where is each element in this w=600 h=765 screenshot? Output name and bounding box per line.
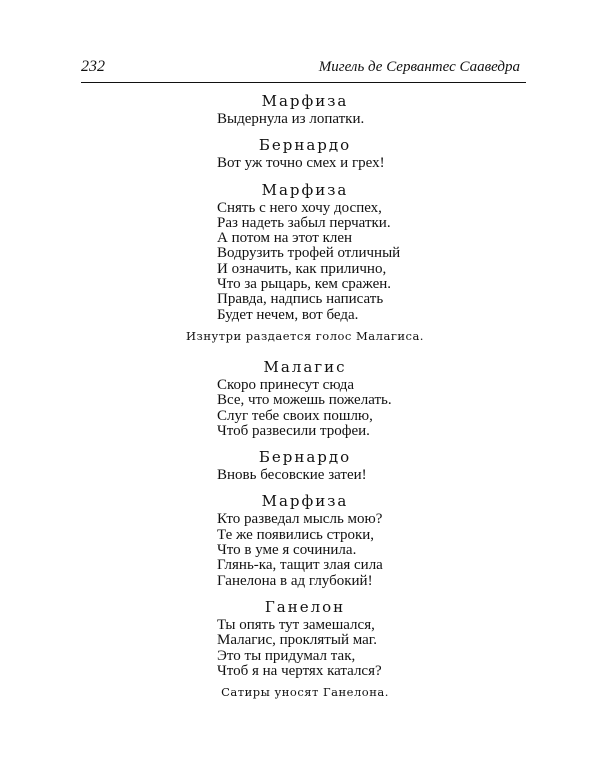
verse-line: Чтоб развесили трофеи.: [217, 422, 370, 439]
verse-lines: [217, 468, 435, 483]
dialogue-block: [175, 179, 435, 349]
dialogue-block: [175, 596, 435, 705]
dialogue-block: [175, 90, 435, 127]
verse-line: А потом на этот клен: [217, 230, 353, 247]
verse-lines: [217, 112, 435, 127]
verse-line: Раз надеть забыл перчатки.: [217, 214, 391, 231]
verse-line: Что за рыцарь, кем сражен.: [217, 276, 392, 293]
verse-line: Это ты придумал так,: [217, 647, 356, 664]
verse-line: Все, что можешь пожелать.: [217, 392, 392, 409]
verse-line: Ганелона в ад глубокий!: [217, 572, 373, 589]
verse-line: Правда, надпись написать: [217, 291, 384, 308]
speaker-name: Малагис: [263, 357, 347, 376]
verse-line: Водрузить трофей отличный: [217, 245, 401, 262]
verse-line: Малагис, проклятый маг.: [217, 632, 377, 649]
speaker-name: Бернардо: [258, 136, 352, 155]
verse-line: Чтоб я на чертях катался?: [217, 662, 382, 679]
verse-line: И означить, как прилично,: [217, 260, 387, 277]
verse-lines: [217, 378, 435, 439]
verse-line: Глянь-ка, тащит злая сила: [217, 557, 383, 574]
speaker-name: Марфиза: [261, 92, 349, 110]
verse-line: Будет нечем, вот беда.: [217, 306, 359, 323]
dialogue-block: [175, 356, 435, 439]
speaker-name: Марфиза: [261, 492, 349, 511]
verse-line: Ты опять тут замешался,: [217, 616, 375, 633]
verse-lines: [217, 512, 435, 588]
verse-line: Те же появились строки,: [217, 526, 375, 543]
verse-line: Слуг тебе своих пошлю,: [217, 407, 373, 424]
page-number: 232: [81, 58, 105, 75]
speaker-name: Марфиза: [261, 180, 349, 199]
verse-lines: [217, 201, 435, 323]
speaker-name: Бернардо: [258, 448, 352, 467]
verse-lines: [217, 618, 435, 679]
dialogue-block: [175, 446, 435, 483]
stage-direction: Изнутри раздается голос Малагиса.: [186, 328, 424, 343]
verse-line: Кто разведал мысль мою?: [217, 511, 383, 528]
verse-line: Скоро принесут сюда: [217, 376, 355, 393]
speaker-name: Ганелон: [264, 597, 346, 616]
play-text: [175, 88, 435, 712]
dialogue-block: [175, 134, 435, 171]
stage-direction: Сатиры уносят Ганелона.: [221, 685, 389, 700]
verse-lines: [217, 156, 435, 171]
page-header: [81, 58, 526, 83]
verse-line: Что в уме я сочинила.: [217, 542, 357, 559]
running-title: Мигель де Сервантес Сааведра: [318, 59, 520, 75]
verse-line: Снять с него хочу доспех,: [217, 199, 382, 216]
verse-line: Выдернула из лопатки.: [217, 111, 365, 127]
dialogue-block: [175, 490, 435, 588]
verse-line: Вновь бесовские затеи!: [217, 467, 367, 484]
verse-line: Вот уж точно смех и грех!: [217, 155, 385, 172]
